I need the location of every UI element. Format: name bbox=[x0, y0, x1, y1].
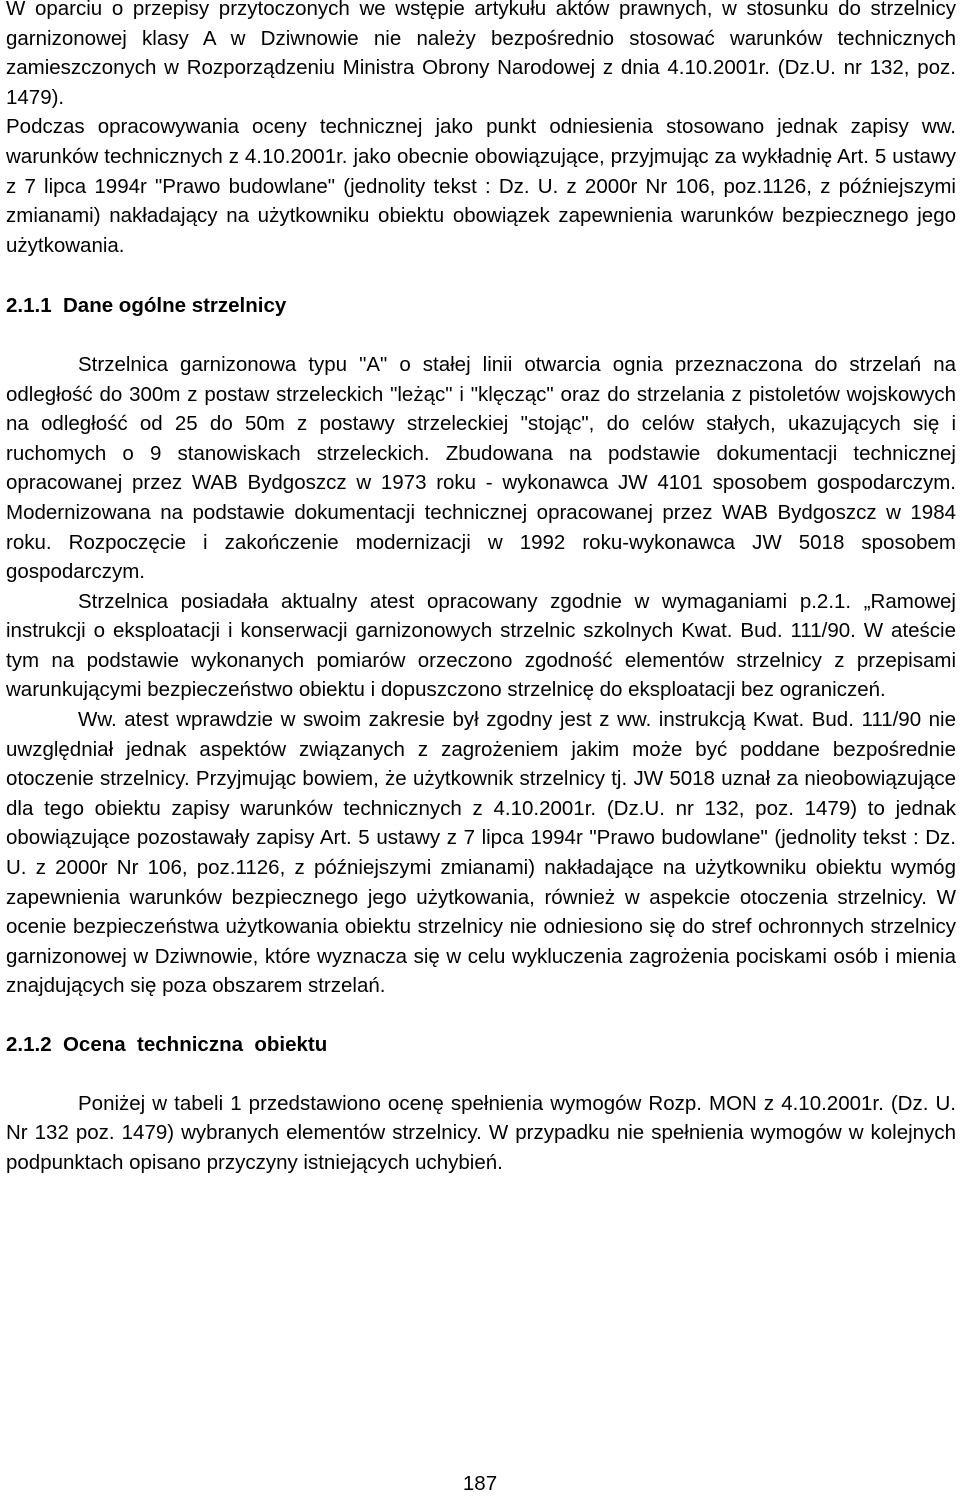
document-page bbox=[6, 0, 956, 1177]
section-heading-2-1-1: 2.1.1 Dane ogólne strzelnicy bbox=[6, 294, 287, 318]
intro-paragraph-2: Podczas opracowywania oceny technicznej jako punkt odniesienia stosowano jednak zapisy ww. warunków technicznych z 4.10.2001r. jako obecnie obowiązujące, przyjmując za wykładnię Art. 5 ustawy z 7 lipca 1994r "Prawo budowlane" (jednolity tekst : Dz. U. z 2000r Nr 106, poz.1126, z późniejszymi zmianami) nakładający na użytkowniku obiektu obowiązek zapewnienia warunków bezpiecznego jego użytkowania. bbox=[6, 115, 956, 257]
section-2-1-1-paragraph-2: Strzelnica posiadała aktualny atest opracowany zgodnie w wymaganiami p.2.1. „Ramowej instrukcji o eksploatacji i konserwacji garnizonowych strzelnic szkolnych Kwat. Bud. 111/90. W ateście tym na podstawie wykonanych pomiarów orzeczono zgodność elementów strzelnicy z przepisami warunkującymi bezpieczeństwo obiektu i dopuszczono strzelnicę do eksploatacji bez ograniczeń. bbox=[6, 589, 956, 702]
page-number: 187 bbox=[462, 1472, 498, 1495]
section-2-1-1-paragraph-3: Ww. atest wprawdzie w swoim zakresie był zgodny jest z ww. instrukcją Kwat. Bud. 111/90 nie uwzględniał jednak aspektów związanych z zagrożeniem jakim może być poddane bezpośrednie otoczenie strzelnicy. Przyjmując bowiem, że użytkownik strzelnicy tj. JW 5018 uznał za nieobowiązujące dla tego obiektu zapisy warunków technicznych z 4.10.2001r. (Dz.U. nr 132, poz. 1479) to jednak obowiązujące pozostawały zapisy Art. 5 ustawy z 7 lipca 1994r "Prawo budowlane" (jednolity tekst : Dz. U. z 2000r Nr 106, poz.1126, z późniejszymi zmianami) nakładające na użytkowniku obiektu wymóg zapewnienia warunków bezpiecznego jego użytkowania, również w aspekcie otoczenia strzelnicy. W ocenie bezpieczeństwa użytkowania obiektu strzelnicy nie odniesiono się do stref ochronnych strzelnicy garnizonowej w Dziwnowie, które wyznacza się w celu wykluczenia zagrożenia pociskami osób i mienia znajdujących się poza obszarem strzelań. bbox=[6, 708, 956, 998]
section-2-1-2-paragraph-1: Poniżej w tabeli 1 przedstawiono ocenę spełnienia wymogów Rozp. MON z 4.10.2001r. (Dz. U. Nr 132 poz. 1479) wybranych elementów strzelnicy. W przypadku nie spełnienia wymogów w kolejnych podpunktach opisano przyczyny istniejących uchybień. bbox=[6, 1091, 956, 1174]
section-2-1-1-paragraph-1: Strzelnica garnizonowa typu "A" o stałej linii otwarcia ognia przeznaczona do strzelań na odległość do 300m z postaw strzeleckich "leżąc" i "klęcząc" oraz do strzelania z pistoletów wojskowych na odległość od 25 do 50m z postawy strzeleckiej "stojąc", do celów stałych, ukazujących się i ruchomych o 9 stanowiskach strzeleckich. Zbudowana na podstawie dokumentacji technicznej opracowanej przez WAB Bydgoszcz w 1973 roku - wykonawca JW 4101 sposobem gospodarczym. Modernizowana na podstawie dokumentacji technicznej opracowanej przez WAB Bydgoszcz w 1984 roku. Rozpoczęcie i zakończenie modernizacji w 1992 roku-wykonawca JW 5018 sposobem gospodarczym. bbox=[6, 352, 956, 584]
intro-paragraph-1: W oparciu o przepisy przytoczonych we wstępie artykułu aktów prawnych, w stosunku do strzelnicy garnizonowej klasy A w Dziwnowie nie należy bezpośrednio stosować warunków technicznych zamieszczonych w Rozporządzeniu Ministra Obrony Narodowej z dnia 4.10.2001r. (Dz.U. nr 132, poz. 1479). bbox=[6, 0, 956, 109]
section-heading-2-1-2: 2.1.2 Ocena techniczna obiektu bbox=[6, 1033, 328, 1056]
